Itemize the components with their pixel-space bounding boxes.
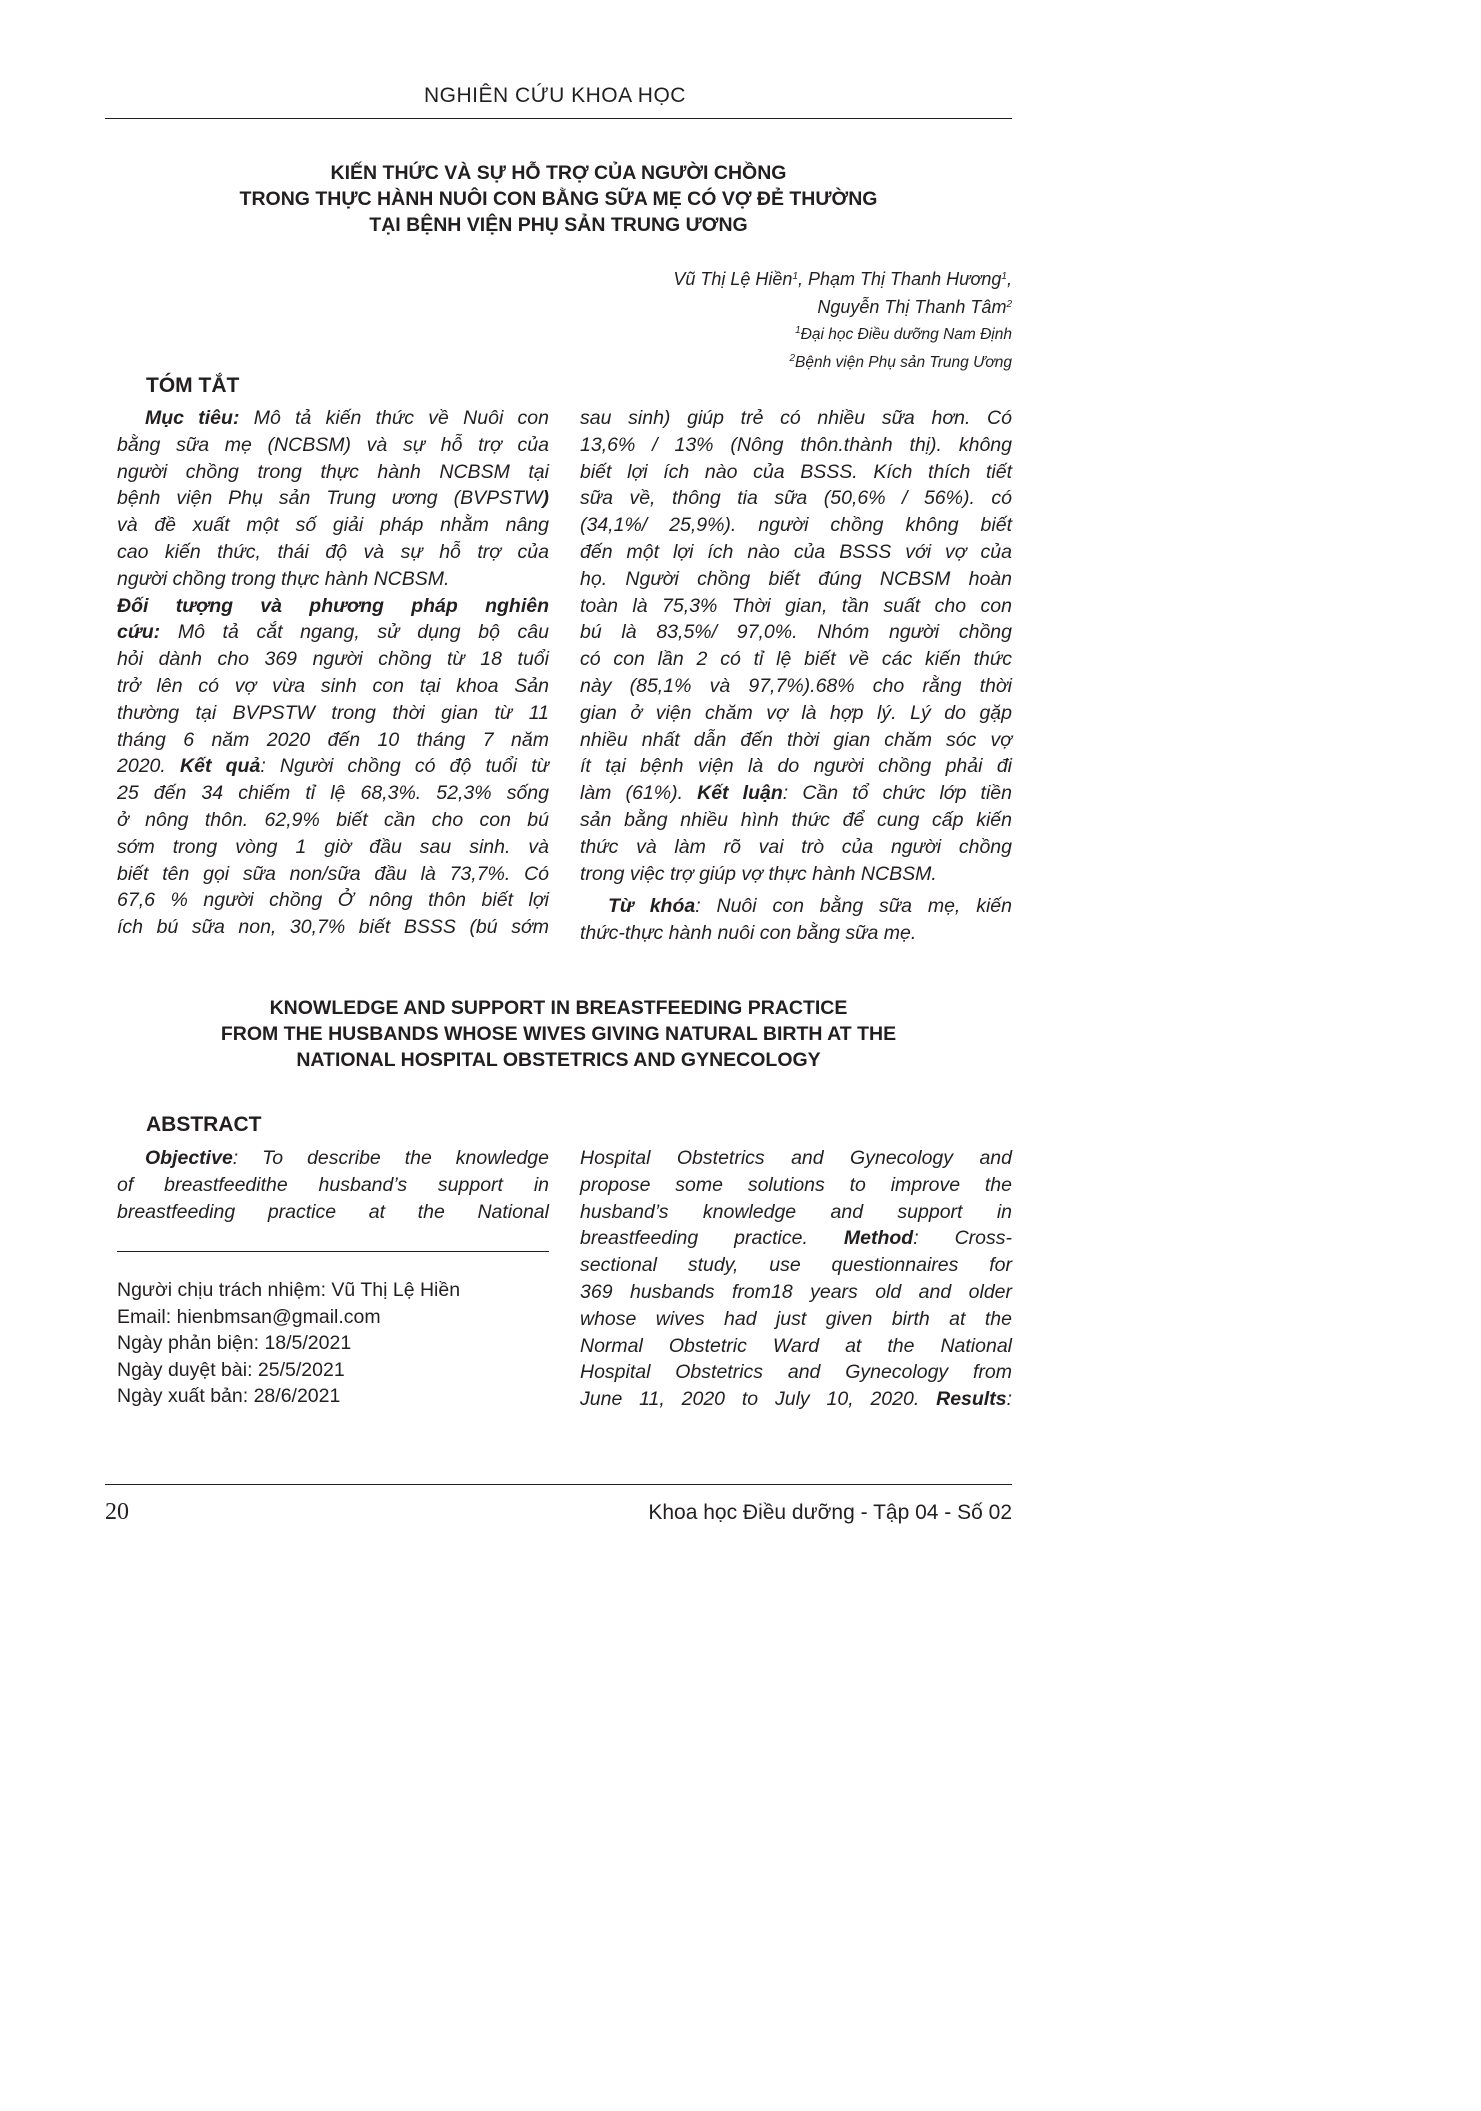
summary-heading: TÓM TẮT xyxy=(146,374,240,397)
text-line xyxy=(580,1252,1012,1279)
english-title xyxy=(105,995,1012,1073)
text-run: 13,6% / 13% (Nông thôn.thành thị). không xyxy=(580,433,1012,456)
text-run: : Người chồng có độ tuổi từ xyxy=(260,755,549,778)
bold-run: Method xyxy=(843,1227,914,1250)
text-line xyxy=(580,1225,1012,1252)
text-run: June 11, 2020 to July 10, 2020. xyxy=(580,1388,937,1411)
text-line xyxy=(117,405,549,432)
text-run: trong việc trợ giúp vợ thực hành NCBSM. xyxy=(580,862,937,885)
text-line xyxy=(580,459,1012,486)
text-run: breastfeeding practice at the National xyxy=(117,1200,549,1223)
text-line xyxy=(117,619,549,646)
text-run: người chồng trong thực hành NCBSM tại xyxy=(117,460,549,483)
text-line xyxy=(117,914,549,941)
text-line xyxy=(117,432,549,459)
text-line xyxy=(580,753,1012,780)
en-title-line: KNOWLEDGE AND SUPPORT IN BREASTFEEDING PRACTICE xyxy=(269,997,848,1019)
keywords-line: thức-thực hành nuôi con bằng sữa mẹ. xyxy=(580,921,917,944)
abstract-left-column xyxy=(117,1145,549,1225)
footnote-rule xyxy=(117,1251,549,1252)
text-line xyxy=(580,673,1012,700)
text-run: whose wives had just given birth at the xyxy=(580,1307,1012,1330)
summary-right-column xyxy=(580,405,1012,887)
footnote-line: Người chịu trách nhiệm: Vũ Thị Lệ Hiền xyxy=(117,1279,461,1301)
text-run: sectional study, use questionnaires for xyxy=(580,1254,1012,1277)
text-line xyxy=(580,432,1012,459)
summary-left-column xyxy=(117,405,549,941)
text-run: người chồng trong thực hành NCBSM. xyxy=(117,567,450,590)
footnote-line: Ngày xuất bản: 28/6/2021 xyxy=(117,1385,341,1407)
affiliation-text: Bệnh viện Phụ sản Trung Ương xyxy=(795,354,1012,371)
text-line xyxy=(117,861,549,888)
text-run: nhiều nhất dẫn đến thời gian chăm sóc vợ xyxy=(580,728,1012,751)
text-line xyxy=(117,1199,549,1226)
bold-run: Đối tượng và phương pháp nghiên xyxy=(117,594,549,617)
text-run: tháng 6 năm 2020 đến 10 tháng 7 năm xyxy=(117,728,549,751)
text-run: Hospital Obstetrics and Gynecology from xyxy=(580,1361,1012,1384)
header-rule xyxy=(105,118,1012,119)
text-run: Mô tả kiến thức về Nuôi con xyxy=(239,407,549,429)
journal-name: Khoa học Điều dưỡng - Tập 04 - Số 02 xyxy=(648,1501,1012,1524)
text-line xyxy=(117,807,549,834)
text-run: 2020. xyxy=(117,755,181,778)
affiliation-mark: 1 xyxy=(792,271,799,282)
keywords-line xyxy=(580,893,1012,920)
text-run: làm (61%). xyxy=(580,782,698,805)
text-run: : xyxy=(1006,1388,1012,1411)
author-name: Vũ Thị Lệ Hiền xyxy=(673,269,793,289)
text-run: propose some solutions to improve the xyxy=(580,1173,1012,1196)
text-run: : To describe the knowledge xyxy=(232,1147,549,1169)
text-run: đến một lợi ích nào của BSSS với vợ của xyxy=(580,540,1012,563)
text-line xyxy=(580,1306,1012,1333)
text-run: này (85,1% và 97,7%).68% cho rằng thời xyxy=(580,674,1012,697)
text-run: ích bú sữa non, 30,7% biết BSSS (bú sớm xyxy=(117,916,549,939)
text-run: : Cross- xyxy=(913,1227,1013,1250)
bold-run: Kết luận xyxy=(697,782,783,805)
text-run: gian ở viện chăm vợ là hợp lý. Lý do gặp xyxy=(580,701,1012,724)
text-line xyxy=(117,700,549,727)
text-run: Mô tả cắt ngang, sử dụng bộ câu xyxy=(160,621,549,644)
en-title-line: FROM THE HUSBANDS WHOSE WIVES GIVING NATURAL BIRTH AT THE xyxy=(220,1023,897,1045)
affiliation-2 xyxy=(673,349,1012,377)
text-line xyxy=(117,1172,549,1199)
text-run: toàn là 75,3% Thời gian, tần suất cho con xyxy=(580,594,1012,617)
text-line xyxy=(580,539,1012,566)
text-line xyxy=(580,807,1012,834)
text-line xyxy=(580,1359,1012,1386)
text-line xyxy=(580,619,1012,646)
text-run: hỏi dành cho 369 người chồng từ 18 tuổi xyxy=(117,648,549,671)
text-run: 369 husbands from18 years old and older xyxy=(580,1280,1012,1303)
affiliation-mark: 2 xyxy=(789,353,795,364)
text-run: có con lần 2 có tỉ lệ biết về các kiến thức xyxy=(580,648,1012,671)
footnote-line: Ngày phản biện: 18/5/2021 xyxy=(117,1332,352,1354)
text-line xyxy=(580,566,1012,593)
text-run: sau sinh) giúp trẻ có nhiều sữa hơn. Có xyxy=(580,407,1012,429)
text-run: : Cần tổ chức lớp tiền xyxy=(782,782,1012,805)
text-run: of breastfeedithe husband’s support in xyxy=(117,1173,549,1196)
text-run: và đề xuất một số giải pháp nhằm nâng xyxy=(117,514,549,537)
keywords-label: Từ khóa xyxy=(608,895,696,917)
text-run: thức và làm rõ vai trò của người chồng xyxy=(580,835,1012,858)
text-run: husband’s knowledge and support in xyxy=(580,1200,1012,1223)
affiliation-mark: 1 xyxy=(1001,271,1007,282)
bold-run: ) xyxy=(542,487,549,510)
bold-run: Mục tiêu: xyxy=(145,407,240,429)
text-run: biết tên gọi sữa non/sữa đầu là 73,7%. Có xyxy=(117,862,549,885)
text-line xyxy=(117,566,549,593)
text-line xyxy=(580,512,1012,539)
bold-run: Results xyxy=(936,1388,1007,1411)
abstract-right-column xyxy=(580,1145,1012,1413)
affiliation-mark: 2 xyxy=(1006,299,1012,310)
bold-run: cứu: xyxy=(117,621,161,644)
running-header: NGHIÊN CỨU KHOA HỌC xyxy=(424,84,686,107)
keywords-block xyxy=(580,893,1012,947)
text-run: cao kiến thức, thái độ và sự hỗ trợ của xyxy=(117,540,549,563)
affiliation-mark: 1 xyxy=(795,325,801,336)
footnote-line: Email: hienbmsan@gmail.com xyxy=(117,1305,381,1328)
text-line xyxy=(117,646,549,673)
vn-title-line: KIẾN THỨC VÀ SỰ HỖ TRỢ CỦA NGƯỜI CHỒNG xyxy=(330,162,787,184)
author-separator: , xyxy=(1006,269,1012,289)
author-line-2 xyxy=(673,293,1012,321)
text-run: sớm trong vòng 1 giờ đầu sau sinh. và xyxy=(117,835,549,858)
vn-title-line: TRONG THỰC HÀNH NUÔI CON BẰNG SỮA MẸ CÓ VỢ ĐẺ THƯỜNG xyxy=(239,188,878,210)
text-run: bú là 83,5%/ 97,0%. Nhóm người chồng xyxy=(580,621,1012,644)
author-name: Nguyễn Thị Thanh Tâm xyxy=(817,297,1007,317)
text-line xyxy=(580,593,1012,620)
text-line xyxy=(117,887,549,914)
text-line xyxy=(580,861,1012,888)
affiliation-1 xyxy=(673,321,1012,349)
text-run: bằng sữa mẹ (NCBSM) và sự hỗ trợ của xyxy=(117,433,549,456)
text-line xyxy=(117,1145,549,1172)
author-name: Phạm Thị Thanh Hương xyxy=(808,269,1002,289)
text-run: Hospital Obstetrics and Gynecology and xyxy=(580,1147,1012,1169)
text-line xyxy=(117,512,549,539)
text-run: sữa về, thông tia sữa (50,6% / 56%). có xyxy=(580,487,1012,510)
keywords-text: : Nuôi con bằng sữa mẹ, kiến xyxy=(695,895,1012,917)
text-run: Normal Obstetric Ward at the National xyxy=(580,1334,1012,1357)
vietnamese-title xyxy=(105,160,1012,238)
text-line xyxy=(580,1199,1012,1226)
bold-run: Objective xyxy=(145,1147,233,1169)
text-run: thường tại BVPSTW trong thời gian từ 11 xyxy=(117,701,549,724)
text-line xyxy=(580,485,1012,512)
text-line xyxy=(580,1333,1012,1360)
bold-run: Kết quả xyxy=(180,755,261,778)
author-line-1 xyxy=(673,265,1012,293)
en-title-line: NATIONAL HOSPITAL OBSTETRICS AND GYNECOLOGY xyxy=(296,1049,821,1071)
text-run: sản bằng nhiều hình thức để cung cấp kiến xyxy=(580,808,1012,831)
author-block xyxy=(673,265,1012,377)
text-run: ít tại bệnh viện là do người chồng phải đi xyxy=(580,755,1012,778)
text-run: (34,1%/ 25,9%). người chồng không biết xyxy=(580,514,1012,537)
text-line xyxy=(580,405,1012,432)
page-number: 20 xyxy=(105,1499,129,1525)
text-run: họ. Người chồng biết đúng NCBSM hoàn xyxy=(580,567,1012,590)
text-line xyxy=(117,539,549,566)
text-run: 25 đến 34 chiếm tỉ lệ 68,3%. 52,3% sống xyxy=(117,782,549,805)
text-run: breastfeeding practice. xyxy=(580,1227,844,1250)
text-line xyxy=(580,700,1012,727)
text-run: bệnh viện Phụ sản Trung ương (BVPSTW xyxy=(117,487,543,510)
footnote-line: Ngày duyệt bài: 25/5/2021 xyxy=(117,1358,345,1381)
correspondence-footnote xyxy=(117,1277,460,1410)
text-line xyxy=(580,1145,1012,1172)
text-run: ở nông thôn. 62,9% biết cần cho con bú xyxy=(117,808,549,831)
text-line xyxy=(580,780,1012,807)
vn-title-line: TẠI BỆNH VIỆN PHỤ SẢN TRUNG ƯƠNG xyxy=(369,214,748,236)
text-line xyxy=(580,1386,1012,1413)
text-run: biết lợi ích nào của BSSS. Kích thích tiết xyxy=(580,460,1012,483)
text-line xyxy=(580,727,1012,754)
text-line xyxy=(580,834,1012,861)
text-run: trở lên có vợ vừa sinh con tại khoa Sản xyxy=(117,674,549,697)
text-line xyxy=(580,1172,1012,1199)
text-line xyxy=(117,727,549,754)
abstract-heading: ABSTRACT xyxy=(146,1113,262,1136)
text-line xyxy=(580,646,1012,673)
text-line xyxy=(117,834,549,861)
footer-rule xyxy=(105,1484,1012,1485)
text-run: 67,6 % người chồng Ở nông thôn biết lợi xyxy=(117,889,549,912)
text-line xyxy=(117,485,549,512)
text-line xyxy=(580,1279,1012,1306)
text-line xyxy=(117,780,549,807)
author-separator: , xyxy=(798,269,809,289)
text-line xyxy=(117,459,549,486)
affiliation-text: Đại học Điều dưỡng Nam Định xyxy=(800,326,1012,343)
text-line xyxy=(117,673,549,700)
text-line xyxy=(117,593,549,620)
text-line xyxy=(117,753,549,780)
